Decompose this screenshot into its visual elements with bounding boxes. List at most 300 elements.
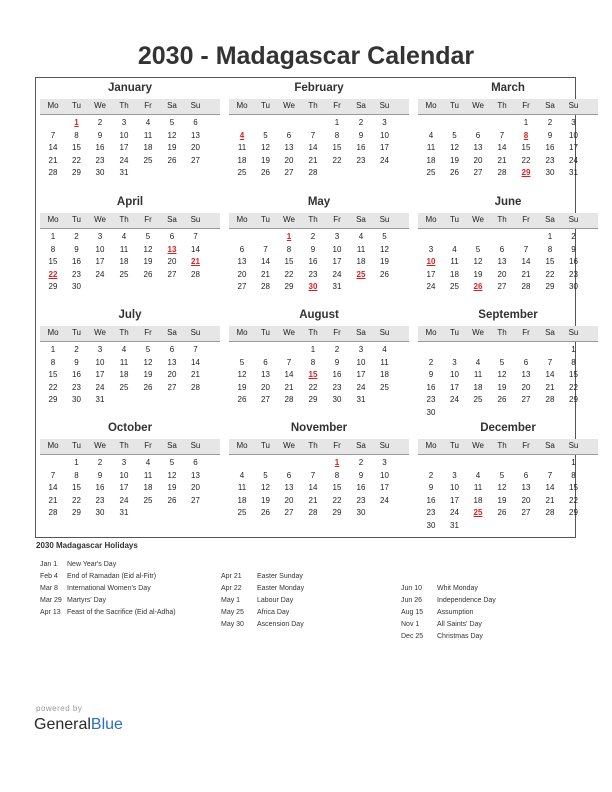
day-cell: 28: [497, 168, 507, 177]
holiday-day-cell: 29: [521, 168, 531, 177]
day-cell: 9: [97, 130, 103, 140]
day-cell: 28: [48, 508, 58, 517]
day-cell: 18: [473, 382, 483, 392]
day-cell: 22: [332, 155, 342, 165]
day-cell: 8: [334, 130, 340, 140]
weekday-label: Th: [308, 215, 318, 224]
holiday-row: [221, 573, 396, 585]
day-cell: 30: [95, 168, 105, 177]
day-cell: 10: [450, 483, 459, 492]
day-cell: 31: [450, 520, 459, 530]
day-cell: 1: [74, 458, 79, 467]
day-cell: 29: [569, 508, 578, 517]
day-cell: 11: [119, 357, 129, 367]
day-cell: 28: [545, 508, 555, 517]
day-cell: 21: [308, 155, 318, 165]
weekday-label: Mo: [236, 215, 248, 224]
weekday-label: We: [94, 441, 106, 450]
day-cell: 24: [95, 269, 105, 279]
day-cell: 24: [356, 382, 366, 392]
holiday-day-cell: 4: [239, 130, 245, 140]
day-cell: 6: [286, 470, 292, 480]
day-cell: 3: [334, 232, 340, 241]
day-cell: 12: [261, 143, 270, 152]
weekday-header: [40, 326, 220, 342]
day-cell: 28: [261, 282, 270, 291]
weekday-label: Sa: [356, 441, 366, 450]
weekday-label: Th: [308, 441, 318, 450]
day-cell: 8: [50, 244, 56, 254]
weekday-label: Fr: [144, 101, 152, 110]
day-cell: 22: [308, 382, 318, 392]
day-cell: 18: [237, 155, 247, 165]
weekday-label: Su: [379, 441, 390, 450]
day-cell: 27: [473, 168, 483, 177]
weekday-label: Sa: [356, 215, 366, 224]
day-cell: 23: [426, 395, 436, 404]
day-cell: 30: [426, 520, 436, 530]
day-cell: 7: [499, 130, 505, 140]
holiday-date: May 1: [221, 597, 241, 604]
day-cell: 11: [450, 257, 459, 266]
day-cell: 19: [450, 155, 459, 165]
day-cell: 17: [95, 257, 105, 266]
day-cell: 27: [167, 269, 177, 279]
holiday-day-cell: 21: [191, 257, 200, 266]
day-cell: 4: [475, 470, 481, 480]
day-cell: 7: [286, 357, 292, 367]
holiday-name: Martyrs' Day: [67, 597, 107, 604]
weekday-label: We: [94, 215, 106, 224]
day-cell: 12: [143, 357, 153, 367]
holiday-name: Easter Monday: [257, 585, 305, 592]
weekday-label: Fr: [333, 441, 341, 450]
day-cell: 29: [48, 395, 58, 404]
day-cell: 23: [426, 508, 436, 517]
day-cell: 22: [332, 495, 342, 505]
day-cell: 9: [334, 357, 340, 367]
holiday-name: Africa Day: [257, 609, 290, 616]
weekday-label: We: [94, 101, 106, 110]
day-cell: 25: [450, 282, 459, 291]
day-cell: 7: [263, 244, 268, 254]
day-cell: 18: [380, 370, 389, 379]
day-cell: 16: [95, 483, 105, 492]
holiday-name: Assumption: [437, 609, 474, 616]
day-cell: 31: [332, 282, 342, 291]
calendar-grid: [35, 77, 579, 538]
day-cell: 4: [121, 232, 127, 241]
day-cell: 15: [284, 257, 294, 266]
day-cell: 2: [547, 118, 553, 127]
day-cell: 16: [356, 143, 366, 152]
weekday-label: Tu: [260, 215, 271, 224]
holiday-date: Jun 26: [401, 597, 423, 604]
day-cell: 3: [358, 345, 364, 354]
holiday-list-column: [401, 585, 576, 645]
day-cell: 12: [450, 143, 459, 152]
day-cell: 25: [143, 155, 153, 165]
day-cell: 11: [426, 143, 436, 152]
day-cell: 24: [119, 155, 129, 165]
day-cell: 25: [237, 168, 247, 177]
day-cell: 13: [521, 483, 531, 492]
day-cell: 4: [145, 118, 151, 127]
day-cell: 13: [191, 470, 200, 480]
day-cell: 10: [95, 357, 105, 367]
day-cell: 2: [358, 458, 364, 467]
day-cell: 10: [380, 470, 389, 480]
day-cell: 22: [569, 382, 578, 392]
weekday-label: Mo: [47, 328, 59, 337]
day-cell: 2: [310, 232, 316, 241]
day-cell: 15: [48, 257, 58, 266]
day-cell: 2: [74, 345, 79, 354]
day-cell: 12: [167, 130, 177, 140]
day-cell: 12: [497, 483, 507, 492]
day-cell: 15: [332, 483, 342, 492]
day-cell: 15: [72, 483, 81, 492]
day-cell: 6: [499, 244, 505, 254]
day-cell: 27: [237, 282, 247, 291]
holiday-row: [40, 585, 215, 597]
day-cell: 26: [143, 269, 153, 279]
weekday-label: Th: [497, 441, 507, 450]
day-cell: 3: [121, 458, 127, 467]
day-cell: 10: [380, 130, 389, 140]
day-cell: 20: [521, 382, 531, 392]
day-cell: 30: [569, 282, 578, 291]
day-cell: 8: [334, 470, 340, 480]
day-cell: 13: [284, 483, 294, 492]
day-cell: 14: [191, 244, 200, 254]
day-cell: 16: [545, 143, 555, 152]
holiday-list-column: [40, 561, 215, 621]
weekday-label: Fr: [522, 101, 530, 110]
day-cell: 17: [95, 370, 105, 379]
holiday-name: Feast of the Sacrifice (Eid al-Adha): [67, 609, 176, 616]
weekday-header: [418, 99, 598, 115]
holiday-day-cell: 25: [356, 269, 366, 279]
day-cell: 1: [50, 232, 56, 241]
day-cell: 2: [428, 357, 434, 367]
holiday-row: [40, 561, 215, 573]
weekday-label: We: [283, 441, 295, 450]
day-cell: 8: [571, 470, 576, 480]
holiday-row: [401, 597, 576, 609]
day-cell: 7: [50, 130, 56, 140]
day-cell: 12: [473, 257, 483, 266]
day-cell: 11: [143, 130, 153, 140]
month-name: October: [107, 422, 153, 434]
page-title: 2030 - Madagascar Calendar: [137, 42, 475, 70]
month-name: July: [118, 309, 142, 321]
weekday-label: Su: [190, 101, 201, 110]
day-cell: 24: [119, 495, 129, 505]
day-cell: 1: [571, 458, 576, 467]
weekday-header: [418, 326, 598, 342]
day-cell: 23: [356, 155, 366, 165]
day-cell: 19: [497, 495, 507, 505]
day-cell: 17: [380, 483, 389, 492]
day-cell: 28: [284, 395, 294, 404]
day-cell: 14: [308, 143, 318, 152]
day-cell: 3: [97, 232, 103, 241]
holiday-row: [40, 597, 215, 609]
day-cell: 27: [191, 495, 200, 505]
holiday-day-cell: 25: [473, 508, 483, 517]
day-cell: 30: [72, 282, 81, 291]
weekday-header: [229, 99, 409, 115]
day-cell: 20: [167, 257, 177, 266]
day-cell: 4: [452, 244, 457, 254]
holiday-day-cell: 26: [473, 282, 483, 291]
day-cell: 19: [167, 483, 177, 492]
day-cell: 27: [284, 508, 294, 517]
day-cell: 2: [97, 118, 103, 127]
day-cell: 30: [356, 508, 366, 517]
holiday-day-cell: 22: [48, 269, 58, 279]
day-cell: 9: [74, 244, 79, 254]
day-cell: 2: [358, 118, 364, 127]
day-cell: 23: [308, 269, 318, 279]
day-cell: 3: [382, 118, 387, 127]
weekday-label: Th: [497, 101, 507, 110]
day-cell: 17: [119, 483, 129, 492]
weekday-label: Mo: [236, 328, 248, 337]
day-cell: 10: [332, 244, 342, 254]
day-cell: 15: [521, 143, 531, 152]
day-cell: 26: [237, 395, 247, 404]
day-cell: 7: [193, 232, 198, 241]
weekday-header: [229, 213, 409, 229]
weekday-label: We: [472, 441, 484, 450]
holiday-name: Ascension Day: [257, 621, 304, 628]
day-cell: 15: [569, 483, 578, 492]
day-cell: 15: [569, 370, 578, 379]
holiday-date: May 30: [221, 621, 244, 628]
day-cell: 21: [284, 382, 294, 392]
day-cell: 1: [571, 345, 576, 354]
holiday-row: [221, 597, 396, 609]
day-cell: 5: [239, 357, 245, 367]
weekday-label: We: [283, 328, 295, 337]
weekday-label: We: [472, 101, 484, 110]
day-cell: 5: [169, 118, 175, 127]
day-cell: 5: [499, 470, 505, 480]
month-name: December: [480, 422, 536, 434]
day-cell: 24: [450, 508, 459, 517]
weekday-label: Tu: [71, 441, 82, 450]
day-cell: 5: [452, 130, 457, 140]
holiday-date: May 25: [221, 609, 244, 616]
day-cell: 6: [169, 232, 175, 241]
holiday-day-cell: 1: [74, 118, 79, 127]
holiday-name: Christmas Day: [437, 633, 483, 640]
day-cell: 11: [237, 483, 247, 492]
weekday-label: Su: [190, 328, 201, 337]
month-name: September: [478, 309, 538, 321]
weekday-label: Fr: [522, 441, 530, 450]
weekday-header: [418, 439, 598, 455]
day-cell: 11: [143, 470, 153, 480]
holiday-name: All Saints' Day: [437, 621, 482, 628]
holiday-name: End of Ramadan (Eid al-Fitr): [67, 573, 157, 580]
day-cell: 18: [450, 269, 459, 279]
weekday-label: Su: [568, 441, 579, 450]
weekday-label: Sa: [356, 328, 366, 337]
weekday-label: Sa: [167, 441, 177, 450]
day-cell: 12: [143, 244, 153, 254]
day-cell: 13: [261, 370, 270, 379]
day-cell: 2: [334, 345, 340, 354]
day-cell: 9: [74, 357, 79, 367]
day-cell: 18: [473, 495, 483, 505]
day-cell: 20: [497, 269, 507, 279]
day-cell: 18: [119, 257, 129, 266]
day-cell: 20: [521, 495, 531, 505]
weekday-label: We: [283, 215, 295, 224]
day-cell: 10: [356, 357, 366, 367]
weekday-label: Fr: [522, 215, 530, 224]
day-cell: 9: [428, 370, 434, 379]
day-cell: 1: [310, 345, 316, 354]
day-cell: 23: [356, 495, 366, 505]
day-cell: 31: [119, 508, 129, 517]
day-cell: 17: [356, 370, 366, 379]
day-cell: 10: [450, 370, 459, 379]
day-cell: 24: [332, 269, 342, 279]
weekday-label: Tu: [449, 101, 460, 110]
day-cell: 11: [473, 483, 483, 492]
day-cell: 27: [191, 155, 200, 165]
holiday-date: Aug 15: [401, 609, 424, 616]
day-cell: 15: [48, 370, 58, 379]
weekday-label: We: [94, 328, 106, 337]
powered-by-label: powered by: [36, 704, 83, 713]
day-cell: 12: [237, 370, 247, 379]
holidays-title: 2030 Madagascar Holidays: [36, 541, 138, 550]
day-cell: 3: [382, 458, 387, 467]
day-cell: 17: [380, 143, 389, 152]
holiday-name: Easter Sunday: [257, 573, 303, 580]
day-cell: 28: [191, 382, 200, 392]
day-cell: 5: [263, 470, 268, 480]
day-cell: 22: [545, 269, 555, 279]
day-cell: 10: [119, 470, 129, 480]
weekday-label: Su: [379, 215, 390, 224]
weekday-label: Sa: [545, 215, 555, 224]
day-cell: 9: [428, 483, 434, 492]
weekday-label: Mo: [236, 441, 248, 450]
day-cell: 27: [497, 282, 507, 291]
weekday-label: Th: [119, 101, 129, 110]
day-cell: 8: [286, 244, 292, 254]
weekday-label: Su: [379, 328, 390, 337]
weekday-label: Fr: [333, 101, 341, 110]
day-cell: 4: [121, 345, 127, 354]
day-cell: 23: [332, 382, 342, 392]
holiday-name: Independence Day: [437, 597, 496, 604]
brand-logo[interactable]: [34, 716, 123, 734]
day-cell: 3: [97, 345, 103, 354]
day-cell: 11: [356, 244, 366, 254]
day-cell: 8: [547, 244, 553, 254]
day-cell: 24: [450, 395, 459, 404]
day-cell: 18: [237, 495, 247, 505]
day-cell: 31: [356, 395, 366, 404]
day-cell: 5: [475, 244, 481, 254]
day-cell: 18: [426, 155, 436, 165]
day-cell: 19: [261, 495, 270, 505]
day-cell: 21: [545, 382, 555, 392]
weekday-label: We: [472, 215, 484, 224]
holiday-date: Nov 1: [401, 621, 420, 628]
holiday-row: [401, 609, 576, 621]
month-name: April: [116, 196, 144, 208]
day-cell: 23: [72, 269, 81, 279]
day-cell: 19: [473, 269, 483, 279]
day-cell: 4: [358, 232, 364, 241]
day-cell: 9: [547, 130, 553, 140]
day-cell: 8: [74, 470, 79, 480]
weekday-header: [229, 326, 409, 342]
weekday-label: Tu: [449, 441, 460, 450]
day-cell: 5: [145, 345, 151, 354]
day-cell: 4: [382, 345, 387, 354]
weekday-header: [40, 439, 220, 455]
day-cell: 5: [145, 232, 151, 241]
day-cell: 15: [545, 257, 555, 266]
day-cell: 28: [545, 395, 555, 404]
day-cell: 21: [48, 495, 58, 505]
day-cell: 17: [450, 382, 459, 392]
day-cell: 14: [48, 143, 58, 152]
day-cell: 7: [193, 345, 198, 354]
day-cell: 4: [428, 130, 434, 140]
day-cell: 30: [426, 407, 436, 417]
weekday-header: [40, 213, 220, 229]
day-cell: 29: [308, 395, 318, 404]
day-cell: 20: [473, 155, 483, 165]
day-cell: 30: [545, 168, 555, 177]
holiday-row: [221, 621, 396, 633]
day-cell: 29: [545, 282, 555, 291]
weekday-label: Su: [568, 101, 579, 110]
day-cell: 26: [143, 382, 153, 392]
holiday-date: Feb 4: [40, 573, 58, 580]
day-cell: 8: [50, 357, 56, 367]
weekday-label: Tu: [71, 328, 82, 337]
day-cell: 14: [545, 483, 555, 492]
day-cell: 21: [308, 495, 318, 505]
day-cell: 16: [308, 257, 318, 266]
weekday-label: Th: [119, 441, 129, 450]
day-cell: 20: [167, 370, 177, 379]
weekday-label: Su: [379, 101, 390, 110]
day-cell: 19: [143, 257, 153, 266]
day-cell: 29: [72, 168, 81, 177]
day-cell: 25: [237, 508, 247, 517]
weekday-label: We: [472, 328, 484, 337]
day-cell: 5: [263, 130, 268, 140]
weekday-label: Sa: [167, 328, 177, 337]
day-cell: 26: [261, 508, 270, 517]
day-cell: 19: [497, 382, 507, 392]
weekday-label: Mo: [47, 101, 59, 110]
weekday-label: Su: [190, 441, 201, 450]
day-cell: 5: [499, 357, 505, 367]
